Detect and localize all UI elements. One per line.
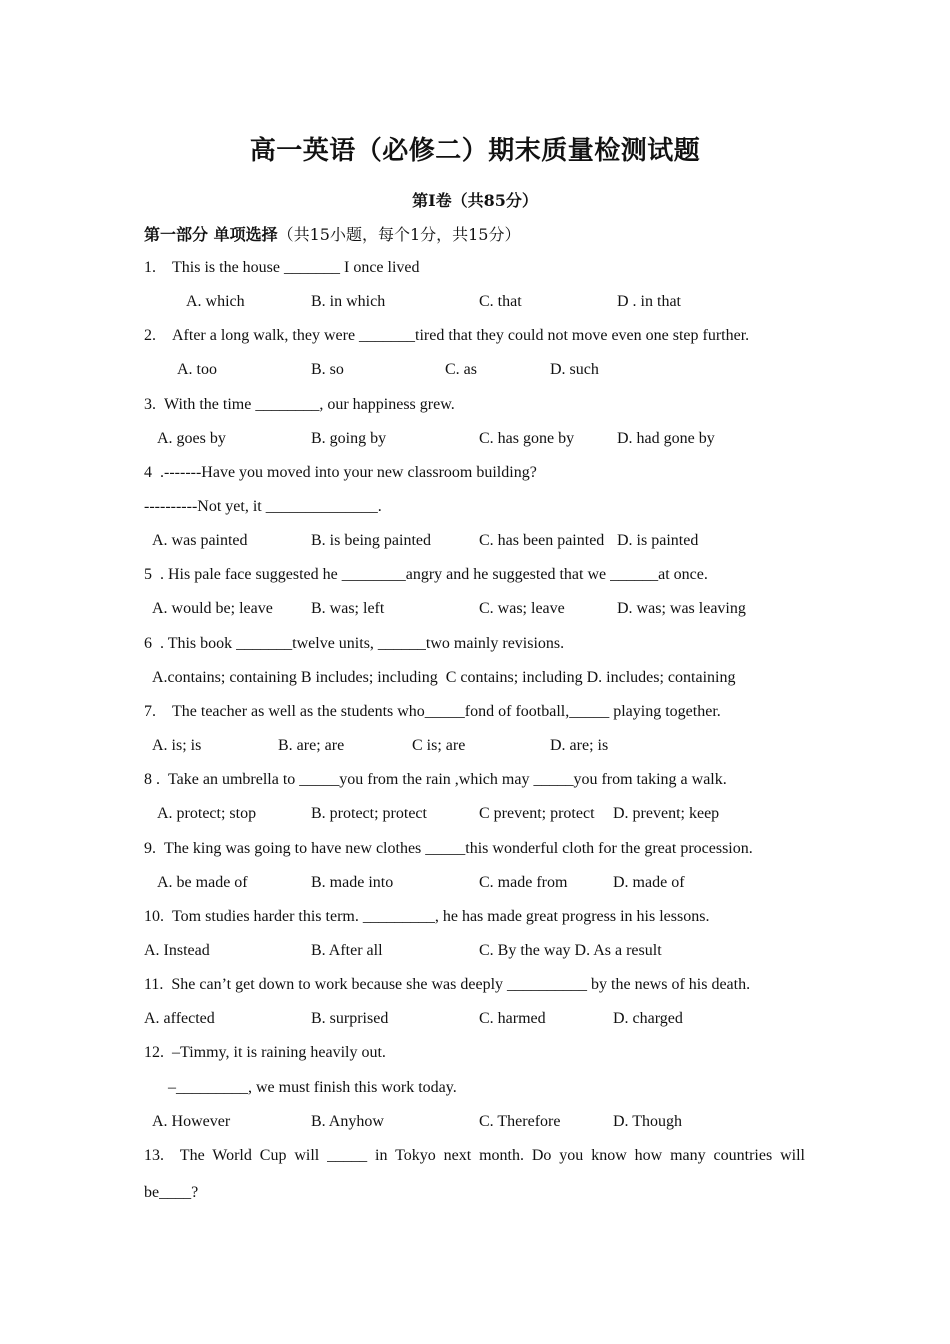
q2-option-c: C. as xyxy=(445,361,477,378)
question-4-reply: ----------Not yet, it ______________. xyxy=(144,498,382,515)
q10-option-a: A. Instead xyxy=(144,942,210,959)
q3-option-c: C. has gone by xyxy=(479,430,575,447)
q9-option-b: B. made into xyxy=(311,874,394,891)
q9-option-a: A. be made of xyxy=(157,874,248,891)
question-6-options: A.contains; containing B includes; including C contains; including D. includes; containing xyxy=(152,669,736,686)
q3-option-a: A. goes by xyxy=(157,430,226,447)
q3-option-b: B. going by xyxy=(311,430,387,447)
q12-option-a: A. However xyxy=(152,1113,231,1130)
question-4-stem: 4 .-------Have you moved into your new classroom building? xyxy=(144,464,537,481)
question-3-stem: 3. With the time ________, our happiness grew. xyxy=(144,396,455,413)
q5-option-a: A. would be; leave xyxy=(152,600,273,617)
q5-option-c: C. was; leave xyxy=(479,600,565,617)
part-heading-bold: 第一部分 单项选择 xyxy=(144,225,278,244)
q7-option-d: D. are; is xyxy=(550,737,609,754)
q8-option-d: D. prevent; keep xyxy=(613,805,720,822)
q10-option-cd: C. By the way D. As a result xyxy=(479,942,662,959)
q7-option-a: A. is; is xyxy=(152,737,202,754)
part-heading-note: （共15小题，每个1分，共15分） xyxy=(277,225,521,244)
volume-heading: 第Ⅰ卷（共85分） xyxy=(412,191,538,210)
q11-option-a: A. affected xyxy=(144,1010,215,1027)
q7-option-b: B. are; are xyxy=(278,737,345,754)
q8-option-a: A. protect; stop xyxy=(157,805,257,822)
q12-option-b: B. Anyhow xyxy=(311,1113,384,1130)
question-13-continuation: be____? xyxy=(144,1184,199,1201)
q4-option-c: C. has been painted xyxy=(479,532,605,549)
question-9-stem: 9. The king was going to have new clothes _____this wonderful cloth for the great procession. xyxy=(144,840,753,857)
part-heading xyxy=(144,222,520,245)
q9-option-d: D. made of xyxy=(613,874,685,891)
q1-option-b: B. in which xyxy=(311,293,386,310)
question-8-stem: 8 . Take an umbrella to _____you from the rain ,which may _____you from taking a walk. xyxy=(144,771,727,788)
q2-option-d: D. such xyxy=(550,361,599,378)
question-5-stem: 5 . His pale face suggested he ________angry and he suggested that we ______at once. xyxy=(144,566,708,583)
q1-option-a: A. which xyxy=(186,293,245,310)
q11-option-b: B. surprised xyxy=(311,1010,389,1027)
question-1-stem: 1. This is the house _______ I once lived xyxy=(144,259,420,276)
q11-option-d: D. charged xyxy=(613,1010,683,1027)
question-10-stem: 10. Tom studies harder this term. _________, he has made great progress in his lessons. xyxy=(144,908,710,925)
question-12-stem: 12. –Timmy, it is raining heavily out. xyxy=(144,1044,386,1061)
q2-option-a: A. too xyxy=(177,361,217,378)
q4-option-b: B. is being painted xyxy=(311,532,431,549)
q2-option-b: B. so xyxy=(311,361,344,378)
q10-option-b: B. After all xyxy=(311,942,383,959)
q12-option-d: D. Though xyxy=(613,1113,683,1130)
q4-option-a: A. was painted xyxy=(152,532,248,549)
question-2-stem: 2. After a long walk, they were _______tired that they could not move even one step further. xyxy=(144,327,750,344)
q12-option-c: C. Therefore xyxy=(479,1113,561,1130)
q1-option-c: C. that xyxy=(479,293,522,310)
question-7-stem: 7. The teacher as well as the students who_____fond of football,_____ playing together. xyxy=(144,703,721,720)
question-12-reply: –_________, we must finish this work today. xyxy=(168,1079,457,1096)
q3-option-d: D. had gone by xyxy=(617,430,715,447)
q11-option-c: C. harmed xyxy=(479,1010,546,1027)
q5-option-d: D. was; was leaving xyxy=(617,600,746,617)
q1-option-d: D . in that xyxy=(617,293,681,310)
q4-option-d: D. is painted xyxy=(617,532,699,549)
q8-option-c: C prevent; protect xyxy=(479,805,595,822)
q9-option-c: C. made from xyxy=(479,874,568,891)
q8-option-b: B. protect; protect xyxy=(311,805,427,822)
question-11-stem: 11. She can’t get down to work because she was deeply __________ by the news of his death. xyxy=(144,976,751,993)
question-6-stem: 6 . This book _______twelve units, ______two mainly revisions. xyxy=(144,635,565,652)
question-13-stem: 13. The World Cup will _____ in Tokyo next month. Do you know how many countries will xyxy=(144,1147,805,1164)
exam-title: 高一英语（必修二）期末质量检测试题 xyxy=(249,136,701,166)
q5-option-b: B. was; left xyxy=(311,600,385,617)
q7-option-c: C is; are xyxy=(412,737,466,754)
